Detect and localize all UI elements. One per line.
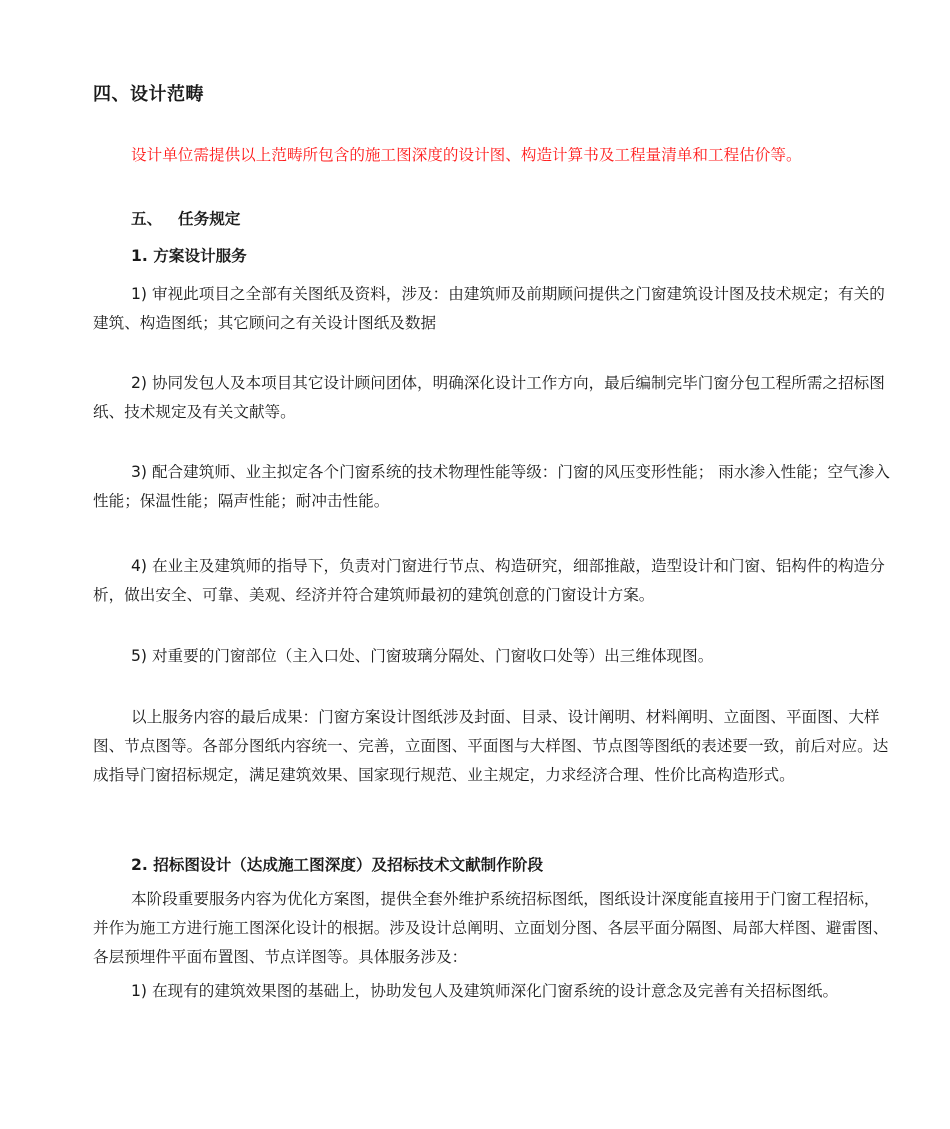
part1-item-4: 4) 在业主及建筑师的指导下，负责对门窗进行节点、构造研究，细部推敲，造型设计和门窗、铝构件的构造分析，做出安全、可靠、美观、经济并符合建筑师最初的建筑创意的门窗设计方案。	[93, 557, 885, 604]
part1-item-5: 5) 对重要的门窗部位（主入口处、门窗玻璃分隔处、门窗收口处等）出三维体现图。	[131, 647, 714, 665]
section4-heading: 四、设计范畴	[93, 84, 204, 105]
part1-item-1: 1) 审视此项目之全部有关图纸及资料，涉及：由建筑师及前期顾问提供之门窗建筑设计图及技术规定；有关的建筑、构造图纸；其它顾问之有关设计图纸及数据	[93, 285, 885, 332]
section5-number: 五、	[131, 210, 163, 228]
part1-item-3: 3) 配合建筑师、业主拟定各个门窗系统的技术物理性能等级：门窗的风压变形性能； 雨水渗入性能；空气渗入性能；保温性能；隔声性能；耐冲击性能。	[93, 463, 890, 510]
section4-body: 设计单位需提供以上范畴所包含的施工图深度的设计图、构造计算书及工程量清单和工程估价等。	[131, 146, 802, 164]
part1-summary: 以上服务内容的最后成果：门窗方案设计图纸涉及封面、目录、设计阐明、材料阐明、立面图、平面图、大样图、节点图等。各部分图纸内容统一、完善，立面图、平面图与大样图、节点图等图纸的表述要一致，前后对应。达成指导门窗招标规定，满足建筑效果、国家现行规范、业主规定，力求经济合理、性价比高构造形式。	[93, 708, 889, 784]
section5-heading: 任务规定	[178, 210, 241, 228]
part2-item-1: 1) 在现有的建筑效果图的基础上，协助发包人及建筑师深化门窗系统的设计意念及完善有关招标图纸。	[131, 982, 839, 1000]
part2-heading: 2. 招标图设计（达成施工图深度）及招标技术文献制作阶段	[131, 856, 544, 874]
part1-heading: 1. 方案设计服务	[131, 247, 247, 265]
part1-item-2: 2) 协同发包人及本项目其它设计顾问团体，明确深化设计工作方向，最后编制完毕门窗分包工程所需之招标图纸、技术规定及有关文献等。	[93, 374, 885, 421]
part2-intro: 本阶段重要服务内容为优化方案图，提供全套外维护系统招标图纸，图纸设计深度能直接用于门窗工程招标，并作为施工方进行施工图深化设计的根据。涉及设计总阐明、立面划分图、各层平面分隔图、局部大样图、避雷图、各层预埋件平面布置图、节点详图等。具体服务涉及：	[93, 890, 889, 966]
